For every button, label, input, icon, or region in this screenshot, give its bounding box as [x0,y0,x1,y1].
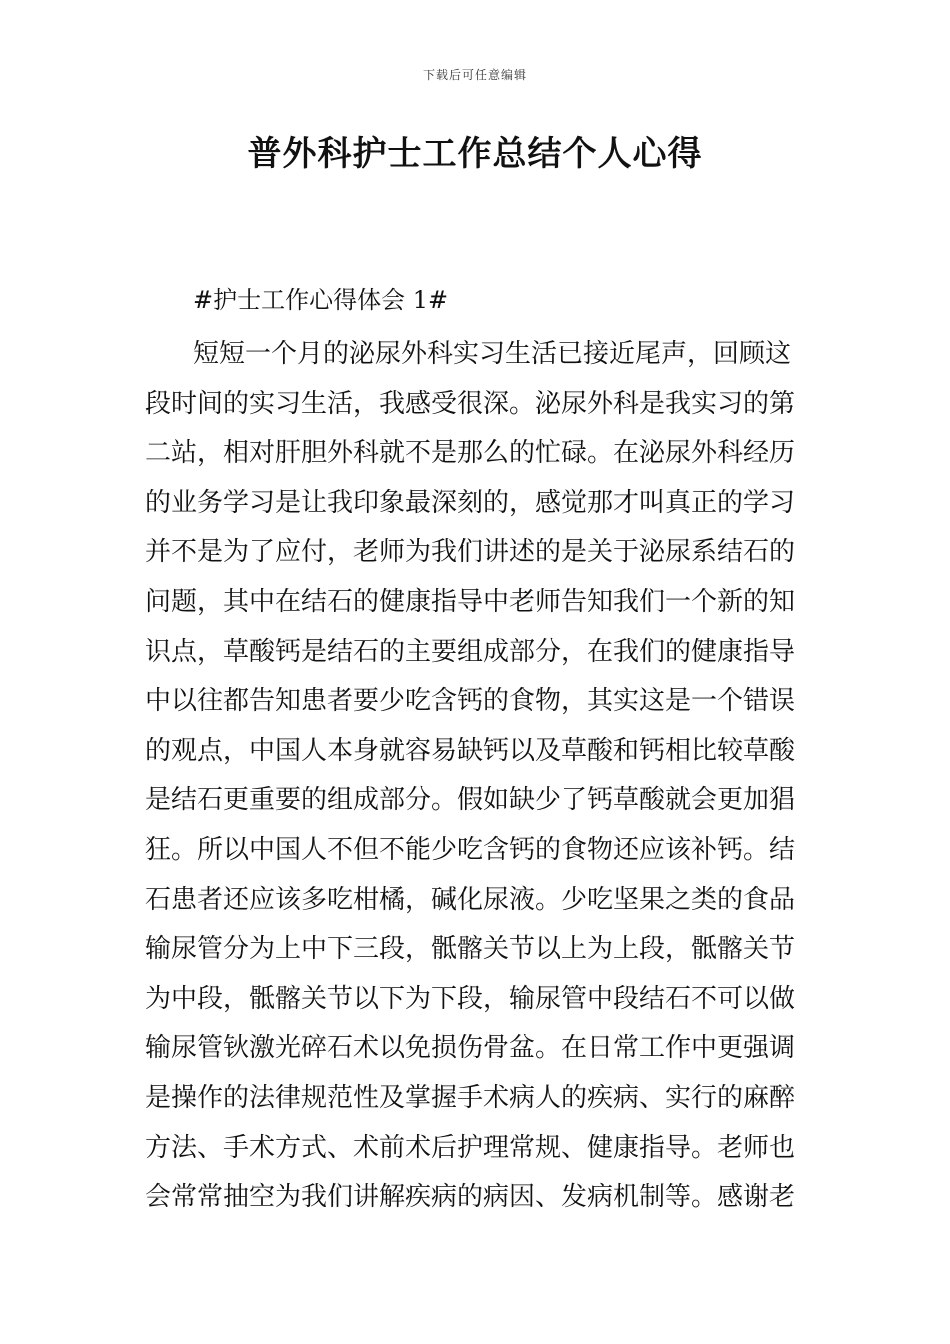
body-paragraph [145,330,809,1223]
paragraph-line: 是结石更重要的组成部分。假如缺少了钙草酸就会更加猖 [145,785,796,816]
paragraph-line: 狂。所以中国人不但不能少吃含钙的食物还应该补钙。结 [145,834,796,865]
paragraph-line: 是操作的法律规范性及掌握手术病人的疾病、实行的麻醉 [145,1082,796,1113]
paragraph-line: 会常常抽空为我们讲解疾病的病因、发病机制等。感谢老 [145,1182,796,1213]
paragraph-line: 并不是为了应付，老师为我们讲述的是关于泌尿系结石的 [145,537,796,568]
document-title: 普外科护士工作总结个人心得 [247,134,703,174]
section-heading: #护士工作心得体会 1# [193,286,449,314]
paragraph-line: 识点，草酸钙是结石的主要组成部分，在我们的健康指导 [145,636,796,667]
header-note: 下载后可任意编辑 [422,68,527,82]
paragraph-line: 短短一个月的泌尿外科实习生活已接近尾声，回顾这 [193,339,792,369]
paragraph-line: 为中段，骶髂关节以下为下段，输尿管中段结石不可以做 [145,983,796,1014]
paragraph-line: 的观点，中国人本身就容易缺钙以及草酸和钙相比较草酸 [145,735,796,766]
paragraph-line: 中以往都告知患者要少吃含钙的食物，其实这是一个错误 [145,686,796,717]
paragraph-line: 的业务学习是让我印象最深刻的，感觉那才叫真正的学习 [145,487,796,518]
paragraph-line: 输尿管钬激光碎石术以免损伤骨盆。在日常工作中更强调 [145,1033,796,1064]
paragraph-line: 输尿管分为上中下三段，骶髂关节以上为上段，骶髂关节 [145,934,796,965]
paragraph-line: 石患者还应该多吃柑橘，碱化尿液。少吃坚果之类的食品 [145,884,796,915]
paragraph-line: 段时间的实习生活，我感受很深。泌尿外科是我实习的第 [145,388,796,419]
paragraph-line: 二站，相对肝胆外科就不是那么的忙碌。在泌尿外科经历 [145,438,796,469]
paragraph-line: 方法、手术方式、术前术后护理常规、健康指导。老师也 [145,1132,796,1163]
paragraph-line: 问题，其中在结石的健康指导中老师告知我们一个新的知 [145,586,796,617]
